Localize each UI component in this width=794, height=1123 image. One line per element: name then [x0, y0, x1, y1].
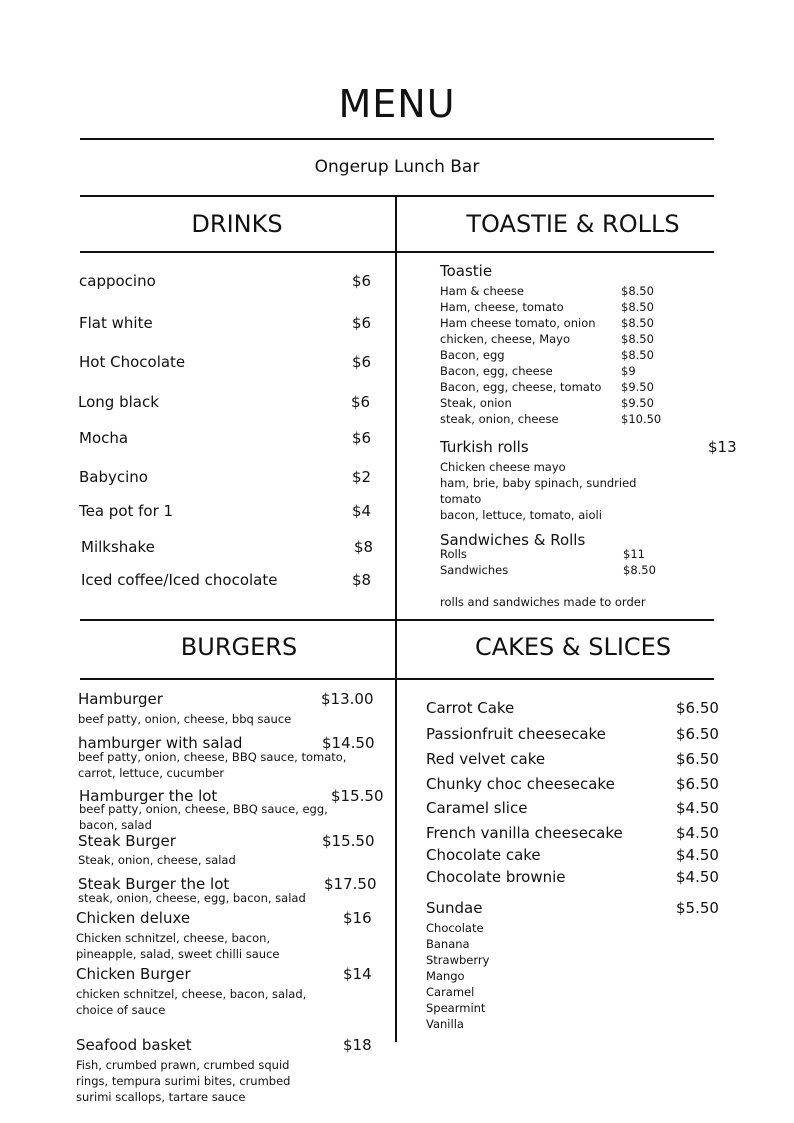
cake-item-price: $4.50 — [676, 799, 719, 817]
burger-item-name: Chicken deluxe — [76, 909, 191, 927]
drink-item-name: Babycino — [79, 468, 148, 486]
drink-item-price: $6 — [351, 393, 371, 411]
burger-item-description: Fish, crumbed prawn, crumbed squid — [76, 1058, 290, 1072]
burger-item-price: $13.00 — [321, 690, 374, 708]
toastie-item-price: $8.50 — [621, 348, 654, 362]
burger-item-name: Seafood basket — [76, 1036, 192, 1054]
sandwich-item-name: Rolls — [440, 547, 467, 561]
drink-item-price: $6 — [352, 353, 372, 371]
toastie-item-name: Bacon, egg, cheese — [440, 364, 553, 378]
turkish-rolls-price: $13 — [708, 438, 737, 456]
toastie-rolls-heading: TOASTIE & ROLLS — [466, 210, 680, 238]
burger-item-price: $14 — [343, 965, 372, 983]
drink-item-price: $4 — [352, 502, 372, 520]
divider — [80, 251, 714, 253]
burger-item-description: beef patty, onion, cheese, bbq sauce — [78, 712, 292, 726]
toastie-item-price: $9 — [621, 364, 636, 378]
burger-item-description: Chicken schnitzel, cheese, bacon, — [76, 931, 271, 945]
drink-item-name: cappocino — [79, 272, 156, 290]
turkish-roll-option: bacon, lettuce, tomato, aioli — [440, 508, 602, 522]
cake-item-name: French vanilla cheesecake — [426, 824, 623, 842]
turkish-rolls-title: Turkish rolls — [440, 438, 529, 456]
burger-item-description: rings, tempura surimi bites, crumbed — [76, 1074, 291, 1088]
burger-item-description: surimi scallops, tartare sauce — [76, 1090, 246, 1104]
sundae-flavour: Caramel — [426, 985, 475, 999]
cake-item-name: Passionfruit cheesecake — [426, 725, 606, 743]
burger-item-price: $18 — [343, 1036, 372, 1054]
divider — [80, 678, 714, 680]
drinks-heading: DRINKS — [191, 210, 283, 238]
cake-item-price: $6.50 — [676, 775, 719, 793]
cake-item-price: $6.50 — [676, 725, 719, 743]
toastie-item-name: Ham & cheese — [440, 284, 525, 298]
sundae-name: Sundae — [426, 899, 483, 917]
divider — [80, 138, 714, 140]
burger-item-price: $15.50 — [322, 832, 375, 850]
sandwich-item-price: $8.50 — [623, 563, 656, 577]
turkish-roll-option: ham, brie, baby spinach, sundried — [440, 476, 637, 490]
drink-item-name: Long black — [78, 393, 159, 411]
cake-item-price: $6.50 — [676, 699, 719, 717]
burger-item-description: beef patty, onion, cheese, BBQ sauce, egg, — [79, 802, 328, 816]
burger-item-name: Hamburger the lot — [79, 787, 218, 805]
cakes-heading: CAKES & SLICES — [474, 633, 672, 661]
cake-item-name: Chunky choc cheesecake — [426, 775, 615, 793]
drink-item-name: Hot Chocolate — [79, 353, 186, 371]
toastie-item-name: Ham cheese tomato, onion — [440, 316, 596, 330]
sundae-flavour: Vanilla — [426, 1017, 464, 1031]
burger-item-name: Hamburger — [78, 690, 163, 708]
cake-item-price: $4.50 — [676, 846, 719, 864]
cake-item-price: $4.50 — [676, 868, 719, 886]
sandwiches-title: Sandwiches & Rolls — [440, 531, 586, 549]
divider — [80, 619, 714, 621]
sundae-flavour: Mango — [426, 969, 465, 983]
sandwiches-note: rolls and sandwiches made to order — [440, 595, 646, 609]
sundae-flavour: Chocolate — [426, 921, 484, 935]
drink-item-name: Mocha — [79, 429, 129, 447]
drink-item-name: Iced coffee/Iced chocolate — [81, 571, 278, 589]
toastie-title: Toastie — [440, 262, 493, 280]
burger-item-description: carrot, lettuce, cucumber — [78, 766, 225, 780]
toastie-item-price: $8.50 — [621, 316, 654, 330]
page-title: MENU — [338, 82, 456, 126]
drink-item-name: Milkshake — [81, 538, 155, 556]
sundae-price: $5.50 — [676, 899, 719, 917]
sandwich-item-price: $11 — [623, 547, 645, 561]
burger-item-description: bacon, salad — [79, 818, 152, 832]
drink-item-price: $8 — [354, 538, 374, 556]
burger-item-description: chicken schnitzel, cheese, bacon, salad, — [76, 987, 307, 1001]
cake-item-price: $4.50 — [676, 824, 719, 842]
cake-item-name: Red velvet cake — [426, 750, 546, 768]
cake-item-name: Chocolate brownie — [426, 868, 566, 886]
toastie-item-name: chicken, cheese, Mayo — [440, 332, 571, 346]
drink-item-price: $6 — [352, 429, 372, 447]
burger-item-price: $15.50 — [331, 787, 384, 805]
cake-item-name: Chocolate cake — [426, 846, 541, 864]
burger-item-description: Steak, onion, cheese, salad — [78, 853, 236, 867]
toastie-item-name: Ham, cheese, tomato — [440, 300, 564, 314]
column-divider — [395, 197, 397, 620]
drink-item-name: Flat white — [79, 314, 153, 332]
sundae-flavour: Spearmint — [426, 1001, 486, 1015]
toastie-item-name: Steak, onion — [440, 396, 512, 410]
burger-item-name: Steak Burger the lot — [78, 875, 230, 893]
burger-item-price: $16 — [343, 909, 372, 927]
turkish-roll-option: Chicken cheese mayo — [440, 460, 566, 474]
burgers-heading: BURGERS — [180, 633, 298, 661]
toastie-item-price: $10.50 — [621, 412, 662, 426]
toastie-item-price: $9.50 — [621, 396, 654, 410]
burger-item-price: $17.50 — [324, 875, 377, 893]
burger-item-description: choice of sauce — [76, 1003, 166, 1017]
toastie-item-price: $9.50 — [621, 380, 654, 394]
toastie-item-price: $8.50 — [621, 300, 654, 314]
cake-item-name: Caramel slice — [426, 799, 528, 817]
burger-item-name: Steak Burger — [78, 832, 176, 850]
sandwich-item-name: Sandwiches — [440, 563, 509, 577]
toastie-item-name: Bacon, egg, cheese, tomato — [440, 380, 602, 394]
column-divider — [395, 620, 397, 1042]
burger-item-name: Chicken Burger — [76, 965, 191, 983]
turkish-roll-option: tomato — [440, 492, 482, 506]
page-subtitle: Ongerup Lunch Bar — [314, 157, 480, 177]
drink-item-name: Tea pot for 1 — [79, 502, 174, 520]
burger-item-price: $14.50 — [322, 734, 375, 752]
drink-item-price: $6 — [352, 272, 372, 290]
drink-item-price: $2 — [352, 468, 372, 486]
divider — [80, 195, 714, 197]
toastie-item-price: $8.50 — [621, 332, 654, 346]
toastie-item-name: Bacon, egg — [440, 348, 505, 362]
burger-item-description: beef patty, onion, cheese, BBQ sauce, tomato, — [78, 750, 347, 764]
burger-item-description: steak, onion, cheese, egg, bacon, salad — [78, 891, 306, 905]
cake-item-name: Carrot Cake — [426, 699, 515, 717]
drink-item-price: $8 — [352, 571, 372, 589]
burger-item-name: hamburger with salad — [78, 734, 243, 752]
sundae-flavour: Strawberry — [426, 953, 490, 967]
toastie-item-price: $8.50 — [621, 284, 654, 298]
burger-item-description: pineapple, salad, sweet chilli sauce — [76, 947, 280, 961]
sundae-flavour: Banana — [426, 937, 470, 951]
cake-item-price: $6.50 — [676, 750, 719, 768]
toastie-item-name: steak, onion, cheese — [440, 412, 559, 426]
drink-item-price: $6 — [352, 314, 372, 332]
